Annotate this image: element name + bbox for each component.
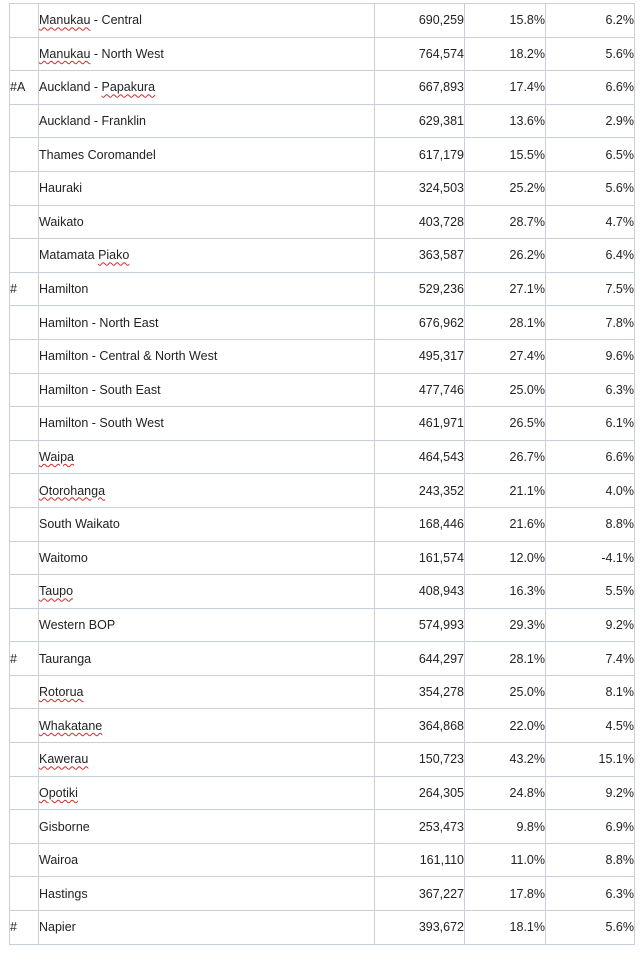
- district-name: Hauraki: [39, 171, 375, 205]
- value-cell: 324,503: [375, 171, 465, 205]
- row-marker: [10, 171, 39, 205]
- percent-cell-2: 6.6%: [546, 71, 635, 105]
- table-body: [10, 4, 635, 945]
- district-name: Napier: [39, 911, 375, 945]
- row-marker: [10, 104, 39, 138]
- value-cell: 363,587: [375, 239, 465, 273]
- percent-cell-1: 28.1%: [465, 306, 546, 340]
- percent-cell-2: 6.3%: [546, 373, 635, 407]
- table-row: [10, 911, 635, 945]
- spellcheck-flagged-word: Whakatane: [39, 718, 103, 733]
- table-row: [10, 507, 635, 541]
- value-cell: 403,728: [375, 205, 465, 239]
- row-marker: [10, 843, 39, 877]
- table-row: [10, 339, 635, 373]
- district-name: [39, 575, 375, 609]
- district-name: [39, 675, 375, 709]
- spellcheck-flagged-word: Opotiki: [39, 785, 78, 800]
- value-cell: 408,943: [375, 575, 465, 609]
- district-name: Hamilton - South East: [39, 373, 375, 407]
- value-cell: 690,259: [375, 4, 465, 38]
- row-marker: [10, 776, 39, 810]
- district-name: South Waikato: [39, 507, 375, 541]
- row-marker: [10, 407, 39, 441]
- row-marker: [10, 810, 39, 844]
- row-marker: #A: [10, 71, 39, 105]
- spellcheck-flagged-word: Manukau: [39, 13, 91, 28]
- percent-cell-1: 21.6%: [465, 507, 546, 541]
- row-marker: [10, 339, 39, 373]
- percent-cell-2: 9.2%: [546, 776, 635, 810]
- value-cell: 629,381: [375, 104, 465, 138]
- percent-cell-2: 6.4%: [546, 239, 635, 273]
- value-cell: 243,352: [375, 474, 465, 508]
- percent-cell-1: 13.6%: [465, 104, 546, 138]
- table-row: [10, 306, 635, 340]
- spellcheck-flagged-word: Rotorua: [39, 685, 84, 700]
- row-marker: [10, 575, 39, 609]
- row-marker: [10, 709, 39, 743]
- row-marker: [10, 138, 39, 172]
- table-row: [10, 373, 635, 407]
- district-name: Hamilton: [39, 272, 375, 306]
- percent-cell-2: 5.6%: [546, 37, 635, 71]
- row-marker: [10, 877, 39, 911]
- district-name: Gisborne: [39, 810, 375, 844]
- value-cell: 495,317: [375, 339, 465, 373]
- percent-cell-2: 7.4%: [546, 642, 635, 676]
- percent-cell-2: 4.0%: [546, 474, 635, 508]
- percent-cell-1: 21.1%: [465, 474, 546, 508]
- value-cell: 461,971: [375, 407, 465, 441]
- percent-cell-2: 8.1%: [546, 675, 635, 709]
- spellcheck-flagged-word: Taupo: [39, 584, 74, 599]
- percent-cell-1: 25.0%: [465, 675, 546, 709]
- percent-cell-2: 6.1%: [546, 407, 635, 441]
- percent-cell-2: 9.2%: [546, 608, 635, 642]
- table-row: [10, 4, 635, 38]
- table-row: [10, 575, 635, 609]
- percent-cell-2: 4.5%: [546, 709, 635, 743]
- value-cell: 367,227: [375, 877, 465, 911]
- row-marker: [10, 474, 39, 508]
- district-name: Waikato: [39, 205, 375, 239]
- table-row: [10, 272, 635, 306]
- row-marker: [10, 373, 39, 407]
- value-cell: 264,305: [375, 776, 465, 810]
- spellcheck-flagged-word: Otorohanga: [39, 483, 106, 498]
- percent-cell-2: 7.8%: [546, 306, 635, 340]
- table-row: [10, 171, 635, 205]
- value-cell: 161,574: [375, 541, 465, 575]
- row-marker: [10, 205, 39, 239]
- table-row: [10, 608, 635, 642]
- percent-cell-2: 15.1%: [546, 743, 635, 777]
- district-name: [39, 71, 375, 105]
- percent-cell-2: 9.6%: [546, 339, 635, 373]
- value-cell: 529,236: [375, 272, 465, 306]
- district-name: Wairoa: [39, 843, 375, 877]
- row-marker: [10, 507, 39, 541]
- table-row: [10, 675, 635, 709]
- row-marker: [10, 306, 39, 340]
- table-row: [10, 474, 635, 508]
- row-marker: #: [10, 911, 39, 945]
- district-name: Waitomo: [39, 541, 375, 575]
- value-cell: 168,446: [375, 507, 465, 541]
- percent-cell-2: 6.5%: [546, 138, 635, 172]
- percent-cell-1: 9.8%: [465, 810, 546, 844]
- spellcheck-flagged-word: Waipa: [39, 450, 74, 465]
- table-row: [10, 205, 635, 239]
- row-marker: #: [10, 272, 39, 306]
- percent-cell-1: 26.7%: [465, 440, 546, 474]
- value-cell: 253,473: [375, 810, 465, 844]
- district-name: [39, 4, 375, 38]
- percent-cell-2: 8.8%: [546, 843, 635, 877]
- row-marker: [10, 675, 39, 709]
- value-cell: 354,278: [375, 675, 465, 709]
- row-marker: [10, 37, 39, 71]
- value-cell: 364,868: [375, 709, 465, 743]
- percent-cell-1: 28.7%: [465, 205, 546, 239]
- percent-cell-2: 5.6%: [546, 911, 635, 945]
- district-name: [39, 37, 375, 71]
- district-name: [39, 776, 375, 810]
- percent-cell-2: 2.9%: [546, 104, 635, 138]
- percent-cell-1: 12.0%: [465, 541, 546, 575]
- table-row: [10, 843, 635, 877]
- percent-cell-2: 7.5%: [546, 272, 635, 306]
- district-data-table: [9, 3, 635, 945]
- table-row: [10, 776, 635, 810]
- table-row: [10, 239, 635, 273]
- district-name: [39, 709, 375, 743]
- district-name-suffix: - North West: [90, 46, 164, 61]
- spellcheck-flagged-word: Piako: [98, 248, 130, 263]
- percent-cell-2: 4.7%: [546, 205, 635, 239]
- district-name: [39, 743, 375, 777]
- value-cell: 477,746: [375, 373, 465, 407]
- district-name: Hamilton - North East: [39, 306, 375, 340]
- row-marker: [10, 541, 39, 575]
- value-cell: 393,672: [375, 911, 465, 945]
- table-row: [10, 709, 635, 743]
- percent-cell-1: 43.2%: [465, 743, 546, 777]
- percent-cell-1: 25.0%: [465, 373, 546, 407]
- row-marker: [10, 743, 39, 777]
- percent-cell-1: 29.3%: [465, 608, 546, 642]
- table-row: [10, 877, 635, 911]
- table-row: [10, 541, 635, 575]
- percent-cell-1: 24.8%: [465, 776, 546, 810]
- table-row: [10, 440, 635, 474]
- percent-cell-2: 5.5%: [546, 575, 635, 609]
- percent-cell-1: 15.8%: [465, 4, 546, 38]
- table-row: [10, 104, 635, 138]
- percent-cell-2: 6.2%: [546, 4, 635, 38]
- value-cell: 644,297: [375, 642, 465, 676]
- value-cell: 676,962: [375, 306, 465, 340]
- district-name: [39, 474, 375, 508]
- district-name: Thames Coromandel: [39, 138, 375, 172]
- percent-cell-1: 26.2%: [465, 239, 546, 273]
- district-name: Hamilton - Central & North West: [39, 339, 375, 373]
- spellcheck-flagged-word: Papakura: [101, 80, 156, 95]
- value-cell: 464,543: [375, 440, 465, 474]
- percent-cell-1: 16.3%: [465, 575, 546, 609]
- percent-cell-1: 18.1%: [465, 911, 546, 945]
- district-name: [39, 440, 375, 474]
- percent-cell-2: 6.3%: [546, 877, 635, 911]
- row-marker: [10, 440, 39, 474]
- percent-cell-1: 15.5%: [465, 138, 546, 172]
- district-name: Western BOP: [39, 608, 375, 642]
- percent-cell-1: 22.0%: [465, 709, 546, 743]
- district-name: Hamilton - South West: [39, 407, 375, 441]
- table-row: [10, 642, 635, 676]
- percent-cell-1: 27.1%: [465, 272, 546, 306]
- percent-cell-1: 17.4%: [465, 71, 546, 105]
- district-name-suffix: - Central: [90, 13, 142, 28]
- table-row: [10, 810, 635, 844]
- table-row: [10, 71, 635, 105]
- value-cell: 574,993: [375, 608, 465, 642]
- percent-cell-2: 8.8%: [546, 507, 635, 541]
- spellcheck-flagged-word: Kawerau: [39, 752, 89, 767]
- percent-cell-2: 5.6%: [546, 171, 635, 205]
- percent-cell-1: 18.2%: [465, 37, 546, 71]
- percent-cell-1: 28.1%: [465, 642, 546, 676]
- value-cell: 150,723: [375, 743, 465, 777]
- table-row: [10, 407, 635, 441]
- district-name: [39, 239, 375, 273]
- value-cell: 764,574: [375, 37, 465, 71]
- percent-cell-1: 11.0%: [465, 843, 546, 877]
- district-name: Hastings: [39, 877, 375, 911]
- percent-cell-2: 6.9%: [546, 810, 635, 844]
- percent-cell-1: 26.5%: [465, 407, 546, 441]
- row-marker: [10, 4, 39, 38]
- spellcheck-flagged-word: Manukau: [39, 46, 91, 61]
- district-name-prefix: Auckland -: [39, 80, 102, 95]
- value-cell: 667,893: [375, 71, 465, 105]
- table-row: [10, 743, 635, 777]
- percent-cell-1: 27.4%: [465, 339, 546, 373]
- value-cell: 161,110: [375, 843, 465, 877]
- table-row: [10, 138, 635, 172]
- row-marker: [10, 608, 39, 642]
- row-marker: [10, 239, 39, 273]
- value-cell: 617,179: [375, 138, 465, 172]
- district-name: Tauranga: [39, 642, 375, 676]
- district-name: Auckland - Franklin: [39, 104, 375, 138]
- percent-cell-1: 25.2%: [465, 171, 546, 205]
- percent-cell-2: -4.1%: [546, 541, 635, 575]
- row-marker: #: [10, 642, 39, 676]
- district-name-prefix: Matamata: [39, 248, 99, 263]
- percent-cell-2: 6.6%: [546, 440, 635, 474]
- percent-cell-1: 17.8%: [465, 877, 546, 911]
- table-row: [10, 37, 635, 71]
